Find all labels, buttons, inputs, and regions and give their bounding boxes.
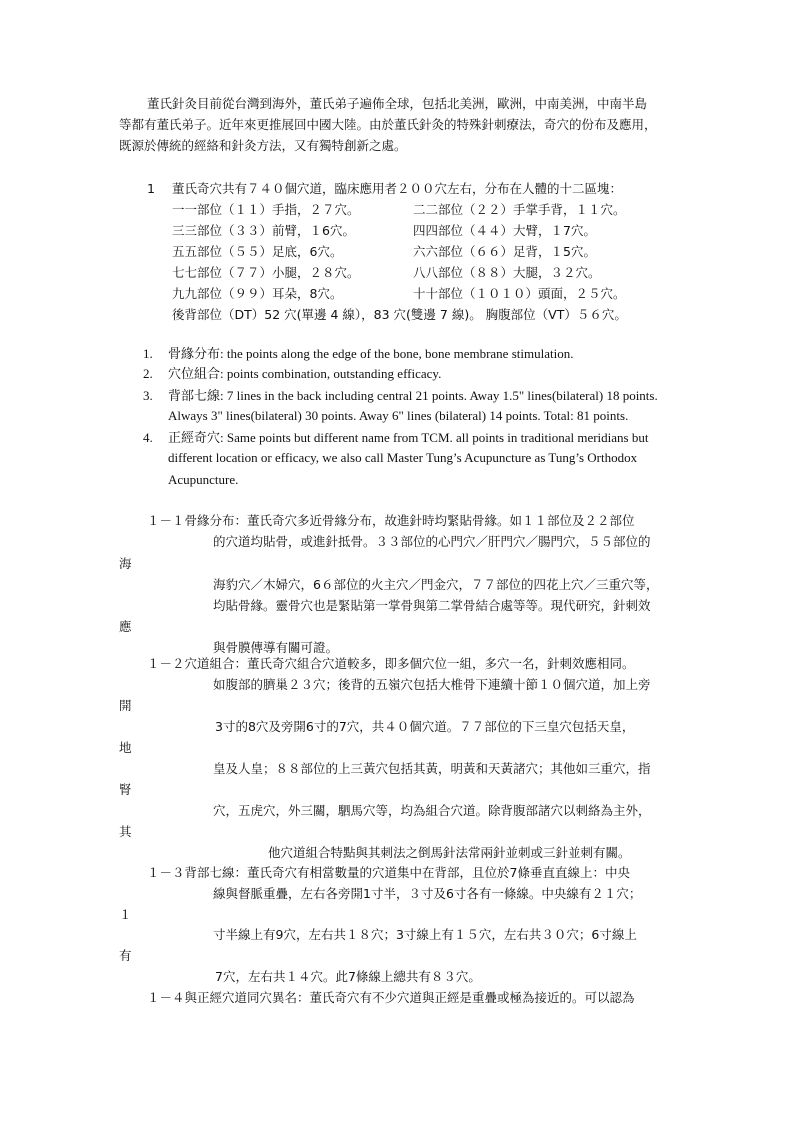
text-line: １－３背部七線：董氏奇穴有相當數量的穴道集中在背部，且位於7條垂直直線上：中央 (147, 865, 630, 880)
list-item: Always 3" lines(bilateral) 30 points. Away 6" lines (bilateral) 14 points. Total: 81 points. (168, 408, 629, 423)
list-number: 2. (143, 366, 153, 381)
region-item: 三三部位（３３）前臂，１6穴。 (172, 223, 355, 238)
section-number: 1 (147, 181, 155, 196)
text-line: 的穴道均貼骨，或進針抵骨。３３部位的心門穴／肝門穴／腸門穴，５５部位的 (213, 534, 651, 549)
text-line: 腎 (119, 782, 132, 797)
intro-line: 等都有董氏弟子。近年來更推展回中國大陸。由於董氏針灸的特殊針刺療法，奇穴的份布及應用， (119, 117, 657, 132)
section-heading: 董氏奇穴共有７４０個穴道，臨床應用者２００穴左右，分布在人體的十二區塊： (172, 181, 623, 196)
text-line: 有 (119, 948, 132, 963)
intro-line: 董氏針灸目前從台灣到海外，董氏弟子遍佈全球，包括北美洲，歐洲，中南美洲，中南半島 (147, 96, 648, 111)
region-item: 八八部位（８８）大腿，３２穴。 (413, 265, 601, 280)
region-item: 九九部位（９９）耳朵，8穴。 (172, 286, 343, 301)
region-item: 四四部位（４４）大臂，１7穴。 (413, 223, 596, 238)
back-region-line: 後背部位（DT）52 穴(單邊 4 線），83 穴(雙邊 7 線)。 胸腹部位（VT）５６穴。 (172, 307, 627, 322)
text-line: １－４與正經穴道同穴異名：董氏奇穴有不少穴道與正經是重疊或極為接近的。可以認為 (147, 990, 635, 1005)
text-line: 3寸的8穴及旁開6寸的7穴，共４０個穴道。７７部位的下三皇穴包括天皇， (215, 719, 635, 734)
text-line: 皇及人皇；８８部位的上三黃穴包括其黃，明黃和天黃諸穴；其他如三重穴，指 (213, 761, 651, 776)
region-item: 七七部位（７７）小腿，２８穴。 (172, 265, 360, 280)
text-line: 7穴，左右共１４穴。此7條線上總共有８３穴。 (215, 969, 481, 984)
text-line: １ (119, 907, 132, 922)
text-line: 穴，五虎穴，外三關，駟馬穴等，均為組合穴道。除背腹部諸穴以刺絡為主外， (213, 803, 651, 818)
region-item: 六六部位（６６）足背，１5穴。 (413, 244, 596, 259)
text-line: 如腹部的臍巢２３穴；後背的五嶺穴包括大椎骨下連續十節１０個穴道，加上旁 (213, 677, 651, 692)
intro-line: 既源於傳統的經絡和針灸方法，又有獨特創新之處。 (119, 138, 407, 153)
text-line: １－２穴道組合：董氏奇穴組合穴道較多，即多個穴位一組，多穴一名，針刺效應相同。 (147, 656, 635, 671)
text-line: 地 (119, 740, 132, 755)
text-line: 海豹穴／木婦穴，6６部位的火主穴／門金穴，７７部位的四花上穴／三重穴等， (213, 577, 659, 592)
region-item: 十十部位（１０１０）頭面，２５穴。 (413, 286, 626, 301)
region-item: 五五部位（５５）足底，6穴。 (172, 244, 343, 259)
list-number: 3. (143, 388, 153, 403)
text-line: 他穴道組合特點與其刺法之倒馬針法常兩針並刺或三針並刺有關。 (268, 845, 631, 860)
region-item: 二二部位（２２）手掌手背，１１穴。 (413, 202, 626, 217)
list-item: different location or efficacy, we also call Master Tung’s Acupuncture as Tung’s Orthodox (168, 450, 638, 465)
text-line: 海 (119, 556, 132, 571)
list-number: 1. (143, 346, 153, 361)
region-item: 一一部位（１１）手指，２７穴。 (172, 202, 360, 217)
list-item: 正經奇穴: Same points but different name from TCM. all points in traditional meridians but (168, 430, 649, 445)
text-line: 與骨膜傳導有關可證。 (213, 640, 339, 655)
list-item: Acupuncture. (168, 472, 239, 487)
list-number: 4. (143, 430, 153, 445)
list-item: 骨緣分布: the points along the edge of the bone, bone membrane stimulation. (168, 346, 574, 361)
list-item: 穴位組合: points combination, outstanding efficacy. (168, 366, 442, 381)
list-item: 背部七線: 7 lines in the back including central 21 points. Away 1.5" lines(bilateral) 18 points. (168, 388, 658, 403)
text-line: 其 (119, 824, 132, 839)
text-line: 應 (119, 619, 132, 634)
text-line: 均貼骨緣。靈骨穴也是緊貼第一掌骨與第二掌骨結合處等等。現代研究，針刺效 (213, 598, 651, 613)
text-line: 開 (119, 698, 132, 713)
text-line: 寸半線上有9穴，左右共１８穴；3寸線上有１５穴，左右共３０穴；6寸線上 (213, 927, 637, 942)
text-line: １－１骨緣分布：董氏奇穴多近骨緣分布，故進針時均緊貼骨緣。如１１部位及２２部位 (147, 513, 635, 528)
text-line: 線與督脈重疊，左右各旁開1寸半，３寸及6寸各有一條線。中央線有２１穴； (213, 886, 642, 901)
